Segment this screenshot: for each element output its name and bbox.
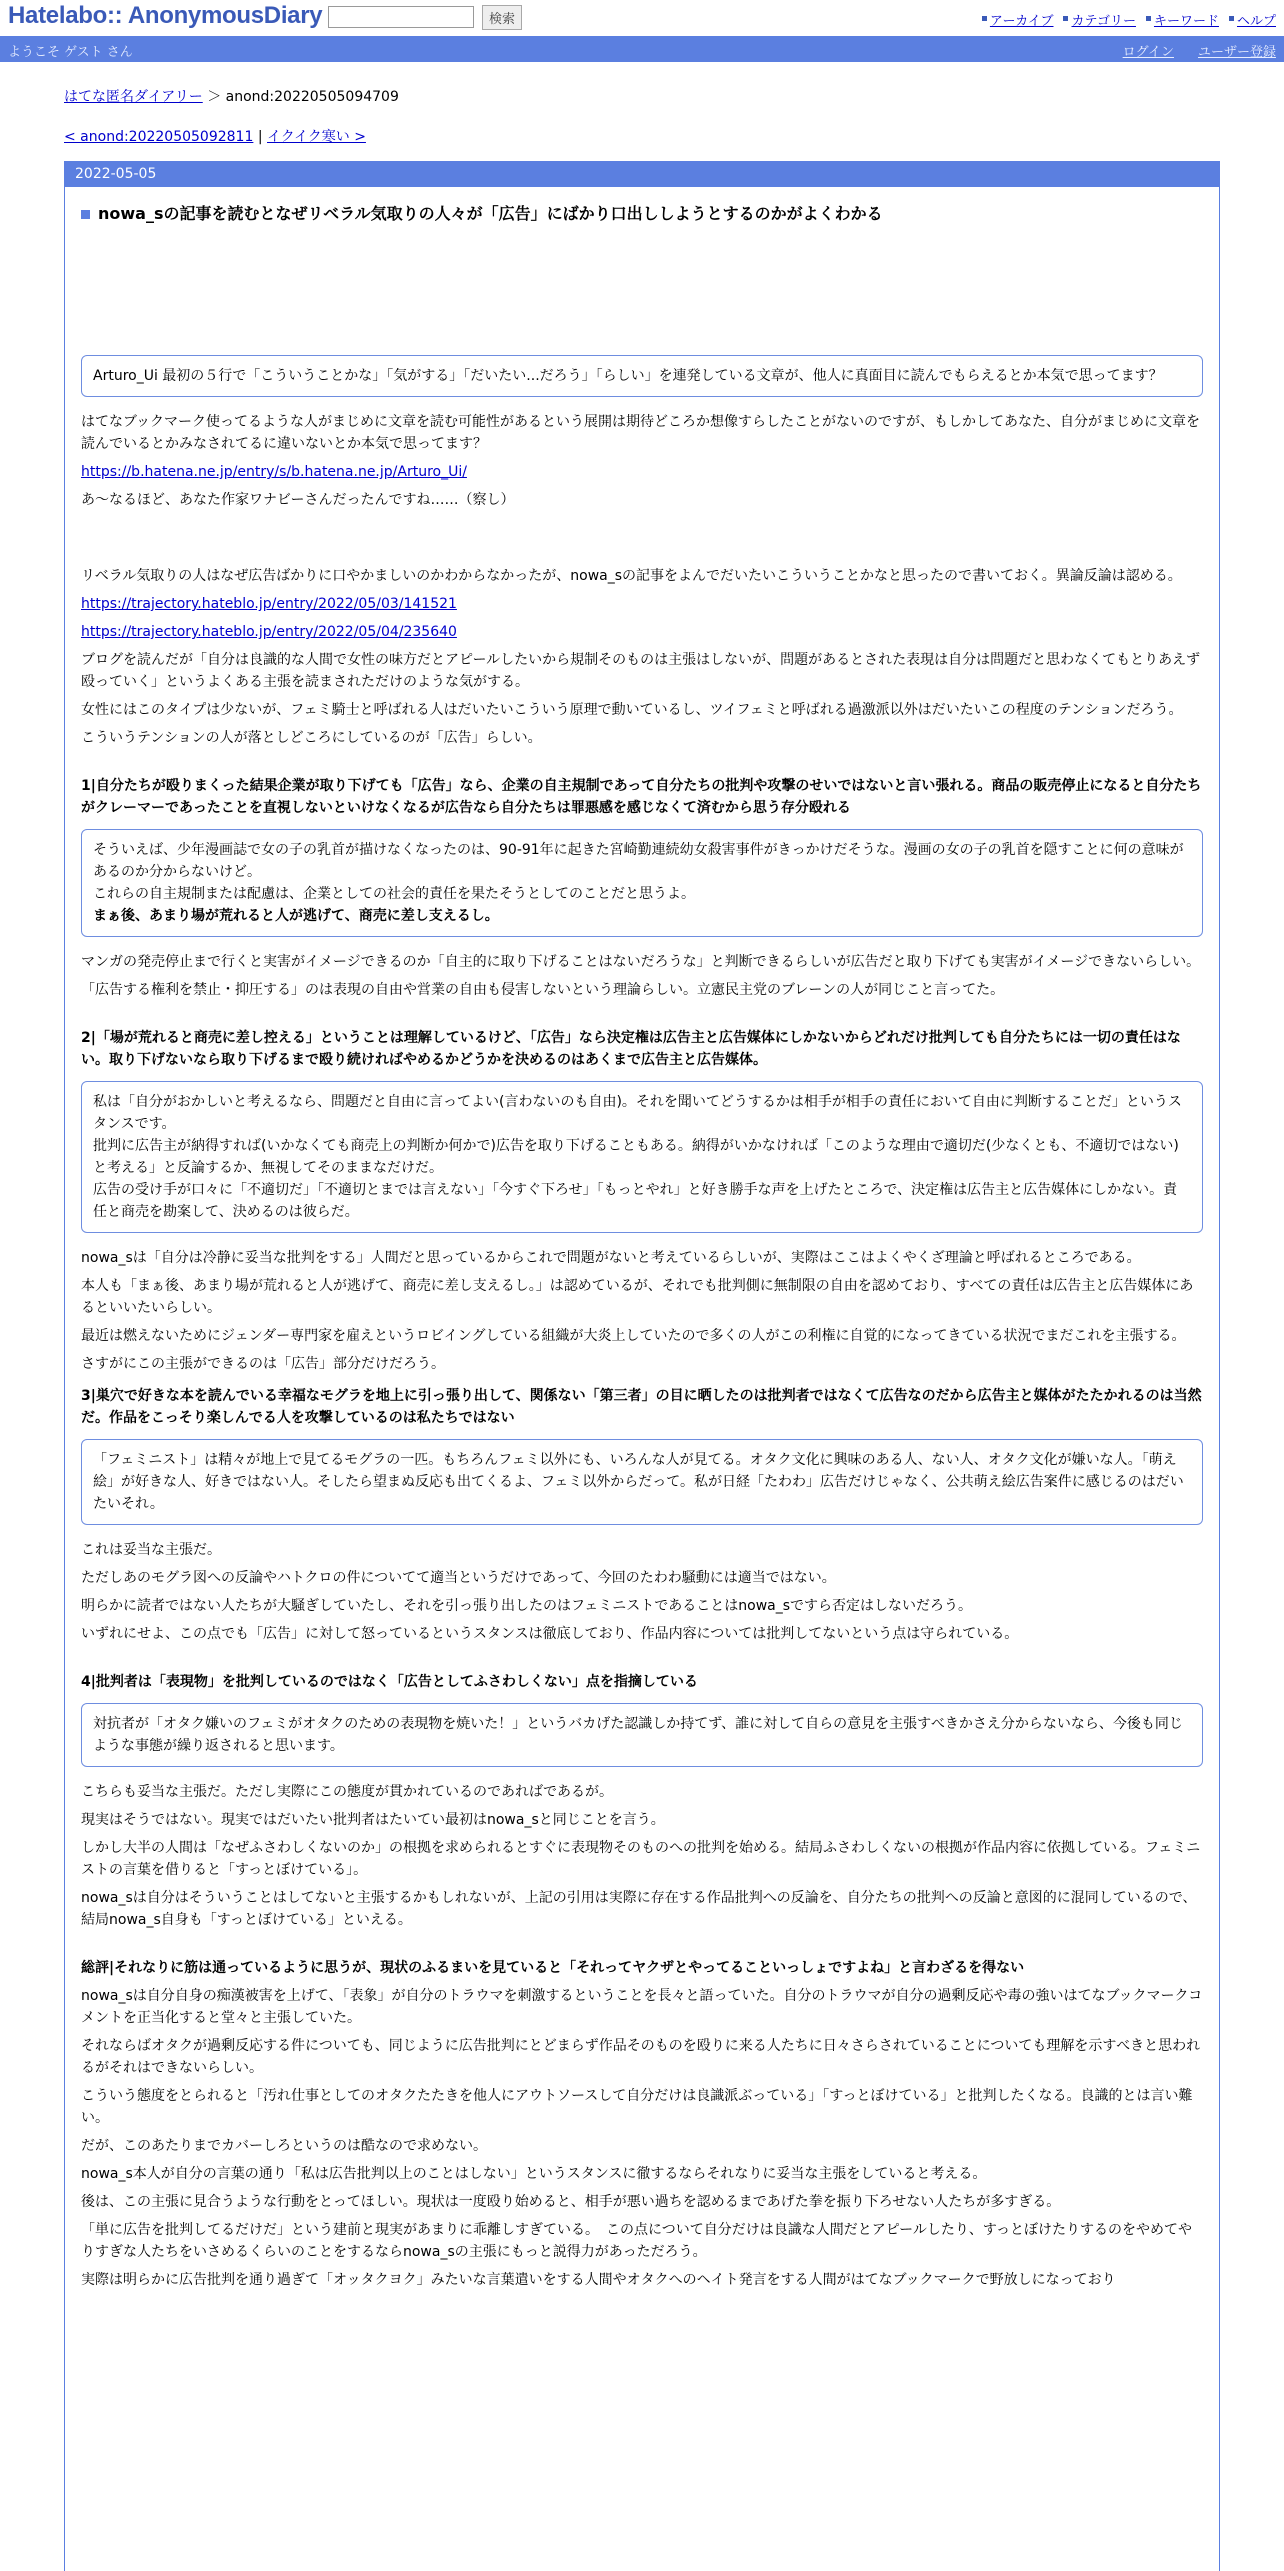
paragraph: しかし大半の人間は「なぜふさわしくないのか」の根拠を求められるとすぐに表現物そのものへの批判を始める。結局ふさわしくないの根拠が作品内容に依拠している。フェミニストの言葉を借りると「すっとぼけている」。 [81,1840,1201,1878]
quote-text: 対抗者が「オタク嫌いのフェミがオタクのための表現物を焼いた！」というバカげた認識しか持てず、誰に対して自らの意見を主張すべきかさえ分からないなら、今後も同じような事態が繰り返されると思います。 [93,1716,1183,1754]
quote-text: Arturo_Ui 最初の５行で「こういうことかな」「気がする」「だいたい...だろう」「らしい」を連発している文章が、他人に真面目に読んでもらえるとか本気で思ってます？ [93,368,1163,384]
paragraph: nowa_sは自分はそういうことはしてないと主張するかもしれないが、上記の引用は実際に存在する作品批判への反論を、自分たちの批判への反論と意図的に混同しているので、結局nowa_s自身も「すっとぼけている」といえる。 [81,1890,1197,1928]
paragraph: 後は、この主張に見合うような行動をとってほしい。現状は一度殴り始めると、相手が悪い過ちを認めるまであげた拳を振り下ろせない人たちが多すぎる。 [81,2194,1061,2210]
quote-text: 広告の受け手が口々に「不適切だ」「不適切とまでは言えない」「今すぐ下ろせ」「もっとやれ」と好き勝手な声を上げたところで、決定権は広告主と広告媒体にしかない。責任と商売を勘案して、決めるのは彼らだ。 [93,1182,1178,1220]
paragraph: こういう態度をとられると「汚れ仕事としてのオタクたたきを他人にアウトソースして自分だけは良識派ぶっている」「すっとぼけている」と批判したくなる。良識的とは言い難い。 [81,2088,1193,2126]
entry-box [64,161,1220,2571]
welcome-text: ようこそ ゲスト さん [8,45,133,60]
section-heading: 2|「場が荒れると商売に差し控える」ということは理解しているけど、「広告」なら決定権は広告主と広告媒体にしかないからどれだけ批判しても自分たちには一切の責任はない。取り下げないなら取り下げるまで殴り続ければやめるかどうかを決めるのはあくまで広告主と広告媒体。 [81,1030,1181,1068]
section-heading: 総評|それなりに筋は通っているように思うが、現状のふるまいを見ていると「それってヤクザとやってることいっしょですよね」と言わざるを得ない [81,1960,1025,1976]
register-link[interactable]: ユーザー登録 [1197,45,1276,60]
spacer [81,517,1203,559]
next-entry-link[interactable]: イクイク寒い > [267,129,366,145]
paragraph: はてなブックマーク使ってるような人がまじめに文章を読む可能性があるという展開は期待どころか想像すらしたことがないのですが、もしかしてあなた、自分がまじめに文章を読んでいるとかみなされてるに違いないとか本気で思ってます？ [81,414,1201,452]
quote-text: そういえば、少年漫画誌で女の子の乳首が描けなくなったのは、90-91年に起きた宮崎勤連続幼女殺害事件がきっかけだそうな。漫画の女の子の乳首を隠すことに何の意味があるのか分からないけど。 [93,842,1184,880]
paragraph: 現実はそうではない。現実ではだいたい批判者はたいてい最初はnowa_sと同じことを言う。 [81,1812,665,1828]
pager [64,126,366,146]
paragraph: あ～なるほど、あなた作家ワナビーさんだったんですね……（察し） [81,492,515,508]
paragraph: だが、このあたりまでカバーしろというのは酷なので求めない。 [81,2138,487,2154]
bookmark-link[interactable]: https://b.hatena.ne.jp/entry/s/b.hatena.ne.jp/Arturo_Ui/ [81,464,467,480]
blockquote [81,1703,1203,1767]
bullet-icon [1146,16,1151,21]
quote-text-bold: まぁ後、あまり場が荒れると人が逃げて、商売に差し支えるし。 [93,908,499,924]
paragraph: nowa_sは自分自身の痴漢被害を上げて、「表象」が自分のトラウマを刺激するということを長々と語っていた。自分のトラウマが自分の過剰反応や毒の強いはてなブックマークコメントを正当化すると堂々と主張していた。 [81,1988,1203,2026]
paragraph: 実際は明らかに広告批判を通り過ぎて「オッタクヨク」みたいな言葉遣いをする人間やオタクへのヘイト発言をする人間がはてなブックマークで野放しになっており [81,2272,1116,2288]
paragraph: 「広告する権利を禁止・抑圧する」のは表現の自由や営業の自由も侵害しないという理論らしい。立憲民主党のブレーンの人が同じこと言ってた。 [81,982,1005,998]
quote-text: 批判に広告主が納得すれば(いかなくても商売上の判断か何かで)広告を取り下げることもある。納得がいかなければ「このような理由で適切だ(少なくとも、不適切ではない)と考える」と反論するか、無視してそのままなだけだ。 [93,1138,1179,1176]
entry-body [65,203,1219,2291]
login-link[interactable]: ログイン [1122,45,1174,60]
quote-text: これらの自主規制または配慮は、企業としての社会的責任を果たそうとしてのことだと思うよ。 [93,886,695,902]
search-button[interactable]: 検索 [482,5,522,30]
paragraph: さすがにこの主張ができるのは「広告」部分だけだろう。 [81,1356,445,1372]
bullet-icon [982,16,987,21]
breadcrumb-current: anond:20220505094709 [225,89,399,105]
blockquote [81,355,1203,397]
blockquote [81,1081,1203,1233]
paragraph: nowa_sは「自分は冷静に妥当な批判をする」人間だと思っているからこれで問題がないと考えているらしいが、実際はここはよくやくざ理論と呼ばれるところである。 [81,1250,1141,1266]
entry-title-text: nowa_sの記事を読むとなぜリベラル気取りの人々が「広告」にばかり口出ししようとするのかがよくわかる [98,204,883,223]
breadcrumb [64,86,399,106]
title-square-icon[interactable] [81,210,90,219]
nav-keyword-link[interactable]: キーワード [1153,14,1219,29]
nav-category-link[interactable]: カテゴリー [1071,14,1136,29]
paragraph: リベラル気取りの人はなぜ広告ばかりに口やかましいのかわからなかったが、nowa_sの記事をよんでだいたいこういうことかなと思ったので書いておく。異論反論は認める。 [81,568,1182,584]
paragraph: それならばオタクが過剰反応する件についても、同じように広告批判にとどまらず作品そのものを殴りに来る人たちに日々さらされていることについても理解を示すべきと思われるがそれはできないらしい。 [81,2038,1201,2076]
section-heading: 4|批判者は「表現物」を批判しているのではなく「広告としてふさわしくない」点を指摘している [81,1674,698,1690]
site-header [0,0,1284,36]
paragraph: 「単に広告を批判してるだけだ」という建前と現実があまりに乖離しすぎている。 この点について自分だけは良識な人間だとアピールしたり、すっとぼけたりするのをやめてやりすぎな人たちをいさめるくらいのことをするならnowa_sの主張にもっと説得力があっただろう。 [81,2222,1193,2260]
blog-link[interactable]: https://trajectory.hateblo.jp/entry/2022/05/03/141521 [81,596,457,612]
nav-archive-link[interactable]: アーカイブ [989,14,1054,29]
breadcrumb-separator: ＞ [207,89,222,105]
section-heading: 3|巣穴で好きな本を読んでいる幸福なモグラを地上に引っ張り出して、関係ない「第三者」の目に晒したのは批判者ではなくて広告なのだから広告主と媒体がたたかれるのは当然だ。作品をこっそり楽しんでる人を攻撃しているのは私たちではない [81,1388,1202,1426]
paragraph: ただしあのモグラ図への反論やハトクロの件についてて適当というだけであって、今回のたわわ騒動には適当ではない。 [81,1570,836,1586]
blog-link[interactable]: https://trajectory.hateblo.jp/entry/2022/05/04/235640 [81,624,457,640]
search-input[interactable] [328,6,474,28]
paragraph: ブログを読んだが「自分は良識的な人間で女性の味方だとアピールしたいから規制そのものは主張はしないが、問題があるとされた表現は自分は問題だと思わなくてもとりあえず殴っていく」というよくある主張を読まされただけのような気がする。 [81,652,1201,690]
paragraph: nowa_s本人が自分の言葉の通り「私は広告批判以上のことはしない」というスタンスに徹するならそれなりに妥当な主張をしていると考える。 [81,2166,987,2182]
bullet-icon [1063,16,1068,21]
quote-text: 「フェミニスト」は精々が地上で見てるモグラの一匹。もちろんフェミ以外にも、いろんな人が見てる。オタク文化に興味のある人、ない人、オタク文化が嫌いな人。「萌え絵」が好きな人、好きではない人。そしたら望まぬ反応も出てくるよ、フェミ以外からだって。私が日経「たわわ」広告だけじゃなく、公共萌え絵広告案件に感じるのはだいたいそれ。 [93,1452,1184,1512]
paragraph: 最近は燃えないためにジェンダー専門家を雇えというロビイングしている組織が大炎上していたので多くの人がこの利権に自覚的になってきている状況でまだこれを主張する。 [81,1328,1186,1344]
paragraph: マンガの発売停止まで行くと実害がイメージできるのか「自主的に取り下げることはないだろうな」と判断できるらしいが広告だと取り下げても実害がイメージできないらしい。 [81,954,1201,970]
paragraph: 本人も「まぁ後、あまり場が荒れると人が逃げて、商売に差し支えるし。」は認めているが、それでも批判側に無制限の自由を認めており、すべての責任は広告主と広告媒体にあるといいたいらしい。 [81,1278,1194,1316]
quote-text: 私は「自分がおかしいと考えるなら、問題だと自由に言ってよい(言わないのも自由)。それを聞いてどうするかは相手が相手の責任において自由に判断することだ」というスタンスです。 [93,1094,1182,1132]
blockquote [81,1439,1203,1525]
entry-date[interactable]: 2022-05-05 [65,162,1219,187]
bullet-icon [1229,16,1234,21]
paragraph: こういうテンションの人が落としどころにしているのが「広告」らしい。 [81,730,542,746]
prev-entry-link[interactable]: < anond:20220505092811 [64,129,254,145]
paragraph: こちらも妥当な主張だ。ただし実際にこの態度が貫かれているのであればであるが。 [81,1784,613,1800]
paragraph: いずれにせよ、この点でも「広告」に対して怒っているというスタンスは徹底しており、作品内容については批判してないという点は守られている。 [81,1626,1019,1642]
entry-title [81,203,1203,225]
section-heading: 1|自分たちが殴りまくった結果企業が取り下げても「広告」なら、企業の自主規制であって自分たちの批判や攻撃のせいではないと言い張れる。商品の販売停止になると自分たちがクレーマーであったことを直視しないといけなくなるが広告なら自分たちは罪悪感を感じなくて済むから思う存分殴れる [81,778,1202,816]
site-logo[interactable]: Hatelabo:: AnonymousDiary [8,2,323,29]
nav-help-link[interactable]: ヘルプ [1236,14,1276,29]
top-nav [982,10,1276,29]
paragraph: 女性にはこのタイプは少ないが、フェミ騎士と呼ばれる人はだいたいこういう原理で動いているし、ツイフェミと呼ばれる過激派以外はだいたいこの程度のテンションだろう。 [81,702,1183,718]
paragraph: 明らかに読者ではない人たちが大騒ぎしていたし、それを引っ張り出したのはフェミニストであることはnowa_sですら否定はしないだろう。 [81,1598,973,1614]
paragraph: これは妥当な主張だ。 [81,1542,221,1558]
blockquote [81,829,1203,937]
user-bar [0,36,1284,62]
pager-separator: | [257,129,263,145]
breadcrumb-home-link[interactable]: はてな匿名ダイアリー [64,89,203,105]
